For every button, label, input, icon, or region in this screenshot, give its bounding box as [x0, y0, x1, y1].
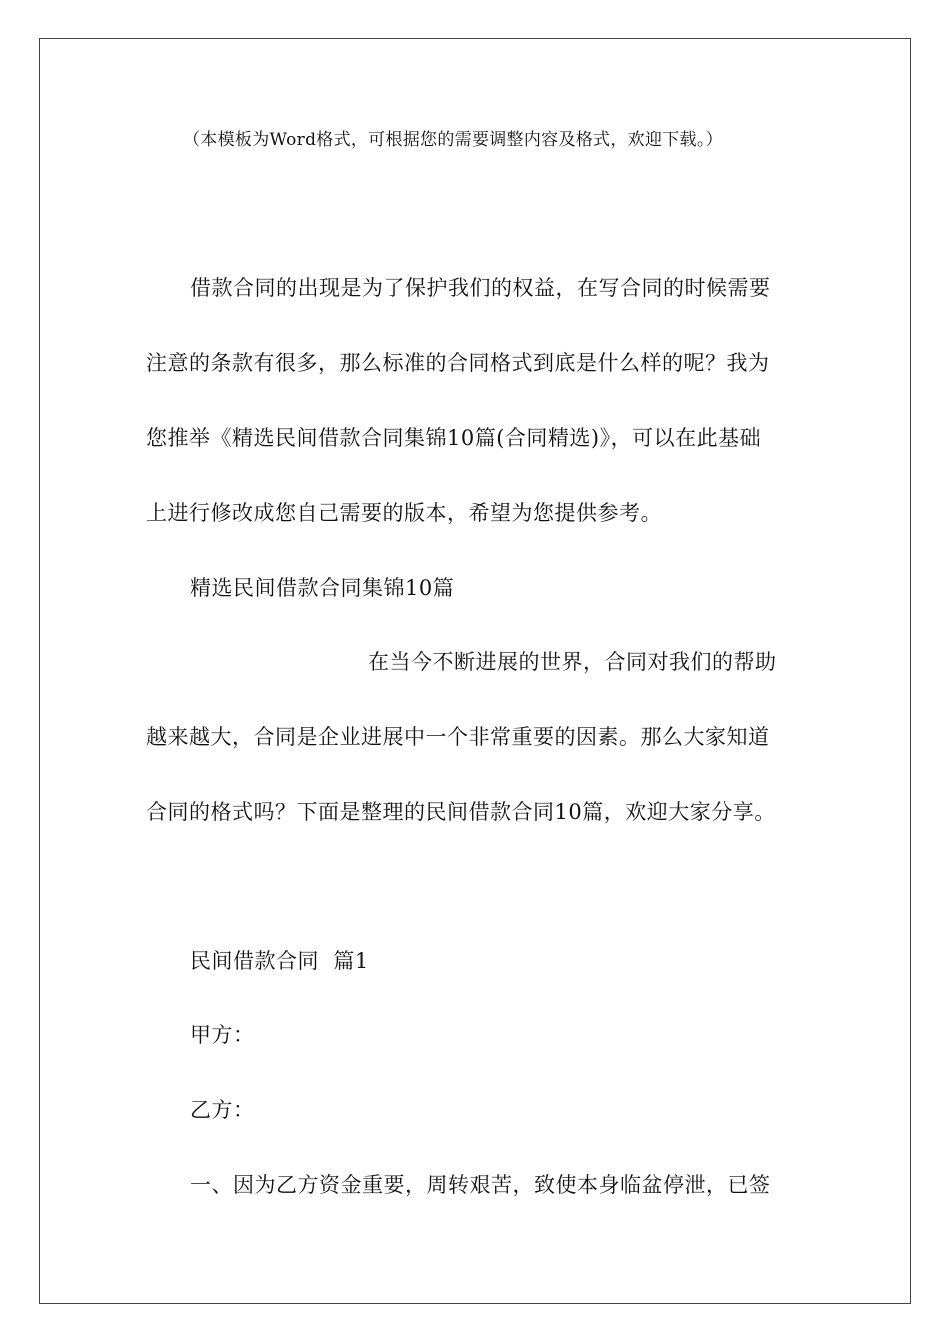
collection-title: 精选民间借款合同集锦10篇: [190, 576, 455, 600]
template-note: （本模板为Word格式，可根据您的需要调整内容及格式，欢迎下载。）: [183, 130, 723, 150]
preface-line-3: 合同的格式吗？下面是整理的民间借款合同10篇，欢迎大家分享。: [146, 800, 776, 824]
intro-line-2: 注意的条款有很多，那么标准的合同格式到底是什么样的呢？我为: [146, 351, 770, 375]
preface-line-1: 在当今不断进展的世界，合同对我们的帮助: [368, 650, 777, 674]
party-a-label: 甲方：: [190, 1023, 255, 1047]
intro-line-3: 您推举《精选民间借款合同集锦10篇(合同精选)》，可以在此基础: [146, 426, 762, 450]
party-b-label: 乙方：: [190, 1098, 255, 1122]
preface-line-2: 越来越大，合同是企业进展中一个非常重要的因素。那么大家知道: [146, 725, 770, 749]
article-title: 民间借款合同 篇1: [190, 949, 369, 973]
clause-1: 一、因为乙方资金重要，周转艰苦，致使本身临盆停泄，已签: [190, 1173, 771, 1197]
intro-line-4: 上进行修改成您自己需要的版本，希望为您提供参考。: [146, 501, 662, 525]
intro-line-1: 借款合同的出现是为了保护我们的权益，在写合同的时候需要: [190, 276, 771, 300]
